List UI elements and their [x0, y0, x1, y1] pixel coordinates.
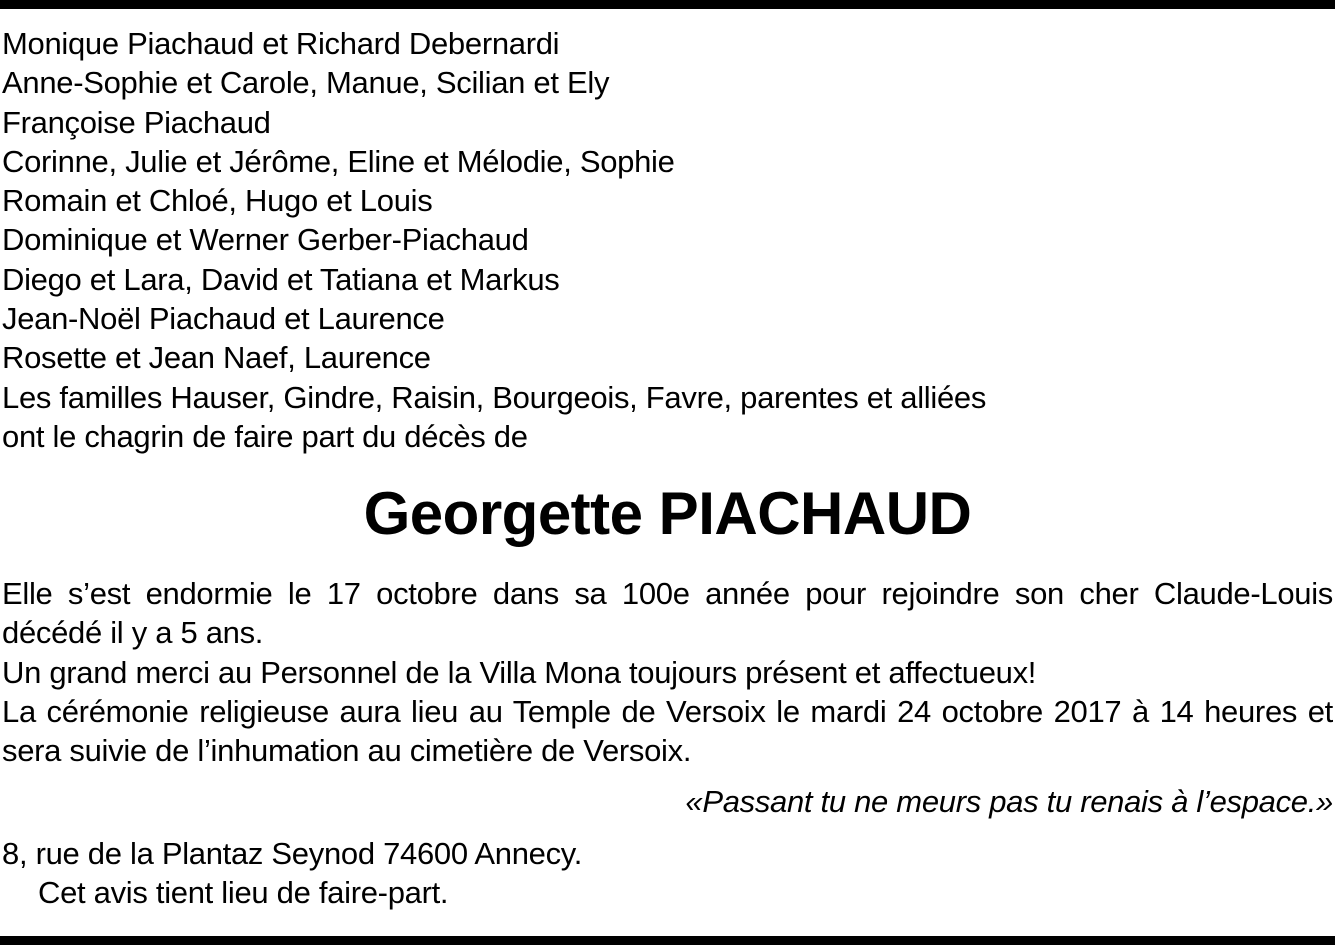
family-line: Rosette et Jean Naef, Laurence [2, 340, 431, 376]
family-line: Diego et Lara, David et Tatiana et Markus [2, 261, 560, 297]
family-line: Dominique et Werner Gerber-Piachaud [2, 222, 529, 258]
address-line: 8, rue de la Plantaz Seynod 74600 Annecy. [2, 836, 583, 871]
family-line: Les familles Hauser, Gindre, Raisin, Bourgeois, Favre, parentes et alliées [2, 379, 987, 415]
family-line: Monique Piachaud et Richard Debernardi [2, 26, 560, 61]
family-line: Romain et Chloé, Hugo et Louis [2, 183, 433, 219]
passing-paragraph: Elle s’est endormie le 17 octobre dans sa 100e année pour rejoindre son cher Claude-Louis décédé il y a 5 ans. [2, 576, 1333, 651]
thanks-paragraph: Un grand merci au Personnel de la Villa Mona toujours présent et affectueux! [2, 654, 1037, 690]
family-list [2, 24, 1332, 456]
closing-quote: «Passant tu ne meurs pas tu renais à l’espace.» [685, 784, 1333, 819]
top-border-rule [0, 0, 1335, 9]
ceremony-paragraph: La cérémonie religieuse aura lieu au Temple de Versoix le mardi 24 octobre 2017 à 14 heures et sera suivie de l’inhumation au cimetière de Versoix. [2, 693, 1333, 769]
notice-line: Cet avis tient lieu de faire-part. [38, 875, 449, 911]
family-line: Jean-Noël Piachaud et Laurence [2, 301, 445, 337]
family-line: Anne-Sophie et Carole, Manue, Scilian et Ely [2, 65, 610, 101]
bottom-border-rule [0, 936, 1335, 945]
announcement-line: ont le chagrin de faire part du décès de [2, 418, 528, 454]
notice-body [2, 574, 1333, 770]
family-line: Corinne, Julie et Jérôme, Eline et Mélodie, Sophie [2, 143, 675, 179]
family-line: Françoise Piachaud [2, 104, 271, 140]
address-block [2, 834, 582, 913]
deceased-name-heading: Georgette PIACHAUD [363, 480, 972, 547]
